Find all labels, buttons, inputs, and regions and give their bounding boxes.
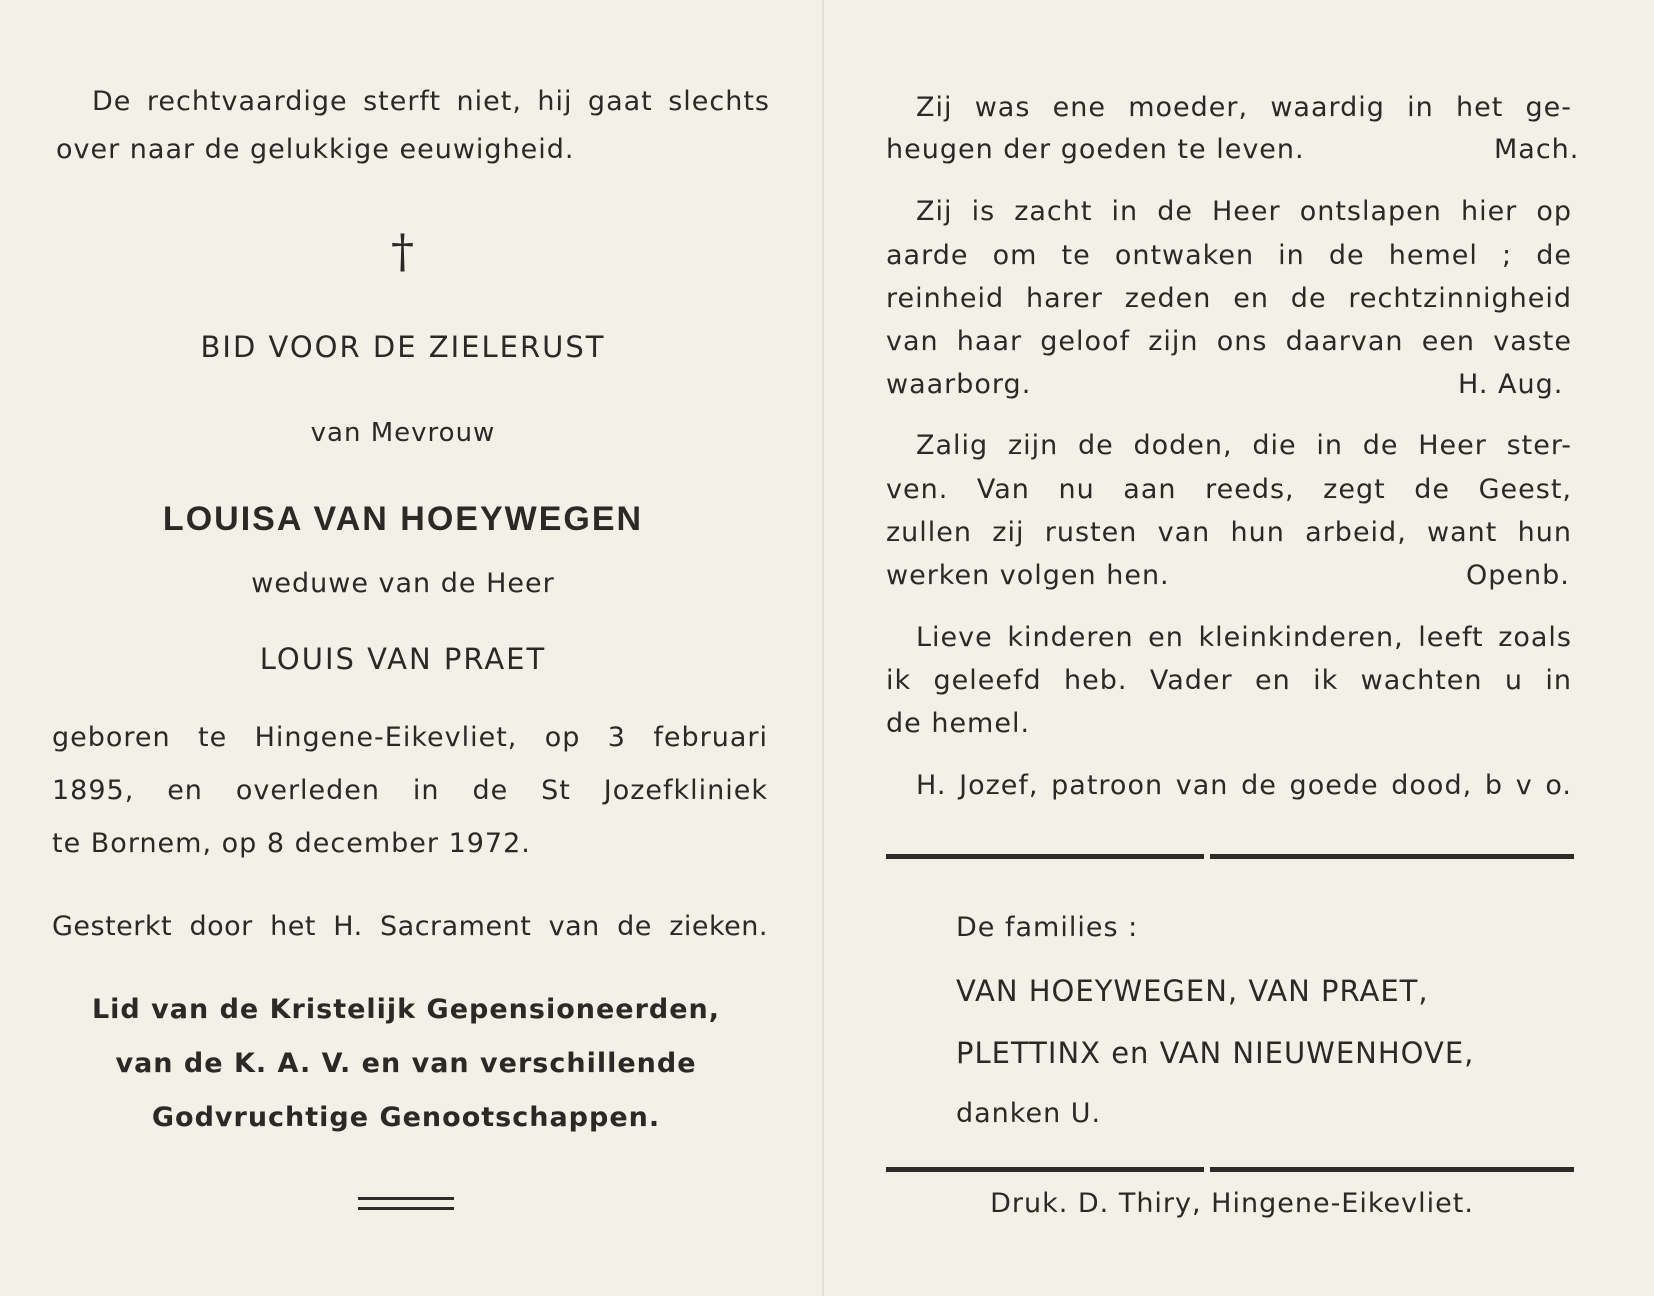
p3-line-4: werken volgen hen.: [886, 560, 1170, 591]
heading: BID VOOR DE ZIELERUST: [200, 330, 606, 364]
families-line-1: VAN HOEYWEGEN, VAN PRAET,: [956, 974, 1429, 1008]
double-rule-top: [358, 1197, 454, 1200]
husband-name: LOUIS VAN PRAET: [259, 642, 547, 676]
rule-left-lower: [886, 1167, 1204, 1172]
rule-right-upper: [1210, 854, 1574, 859]
rule-right-lower: [1210, 1167, 1574, 1172]
p2-source: H. Aug.: [1458, 369, 1564, 400]
p2-line-4: van haar geloof zijn ons daarvan een vaste: [886, 326, 1572, 357]
rule-left-upper: [886, 854, 1204, 859]
thanks: danken U.: [956, 1098, 1102, 1129]
van-mevrouw: van Mevrouw: [310, 418, 496, 448]
bio-line-3: te Bornem, op 8 december 1972.: [52, 828, 531, 859]
member-line-1: Lid van de Kristelijk Gepensioneerden,: [91, 994, 721, 1025]
p4-line-3: de hemel.: [886, 708, 1031, 739]
families-line-2: PLETTINX en VAN NIEUWENHOVE,: [956, 1036, 1475, 1070]
printer-credit: Druk. D. Thiry, Hingene-Eikevliet.: [990, 1188, 1474, 1219]
quote-line-2: over naar de gelukkige eeuwigheid.: [56, 134, 575, 165]
p4-line-1: Lieve kinderen en kleinkinderen, leeft zoals: [916, 622, 1572, 653]
families-intro: De families :: [956, 912, 1139, 943]
widow-of: weduwe van de Heer: [251, 568, 555, 599]
sacrament-line: Gesterkt door het H. Sacrament van de zieken.: [52, 911, 768, 942]
p3-line-1: Zalig zijn de doden, die in de Heer ster-: [916, 430, 1572, 461]
left-panel: [48, 0, 774, 1296]
p3-source: Openb.: [1466, 560, 1570, 591]
member-line-2: van de K. A. V. en van verschillende: [115, 1048, 697, 1079]
member-line-3: Godvruchtige Genootschappen.: [151, 1102, 661, 1133]
bio-line-2: 1895, en overleden in de St Jozefkliniek: [52, 775, 768, 806]
deceased-name: LOUISA VAN HOEYWEGEN: [162, 500, 644, 538]
p1-source: Mach.: [1494, 134, 1580, 165]
double-rule-bottom: [358, 1207, 454, 1210]
p1-line-1: Zij was ene moeder, waardig in het ge-: [916, 92, 1572, 123]
p4-line-2: ik geleefd heb. Vader en ik wachten u in: [886, 665, 1572, 696]
bio-line-1: geboren te Hingene-Eikevliet, op 3 februari: [52, 722, 768, 753]
p2-line-1: Zij is zacht in de Heer ontslapen hier op: [916, 196, 1572, 227]
p2-line-3: reinheid harer zeden en de rechtzinnigheid: [886, 283, 1572, 314]
quote-line-1: De rechtvaardige sterft niet, hij gaat slechts: [92, 86, 770, 117]
p2-line-2: aarde om te ontwaken in de hemel ; de: [886, 240, 1572, 271]
p3-line-3: zullen zij rusten van hun arbeid, want hun: [886, 517, 1572, 548]
p2-line-5: waarborg.: [886, 369, 1032, 400]
p1-line-2: heugen der goeden te leven.: [886, 134, 1305, 165]
cross-icon: †: [391, 224, 415, 278]
fold-line: [822, 0, 824, 1296]
right-panel: [882, 0, 1588, 1296]
p5-line-1: H. Jozef, patroon van de goede dood, b v o.: [916, 770, 1572, 801]
p3-line-2: ven. Van nu aan reeds, zegt de Geest,: [886, 474, 1572, 505]
